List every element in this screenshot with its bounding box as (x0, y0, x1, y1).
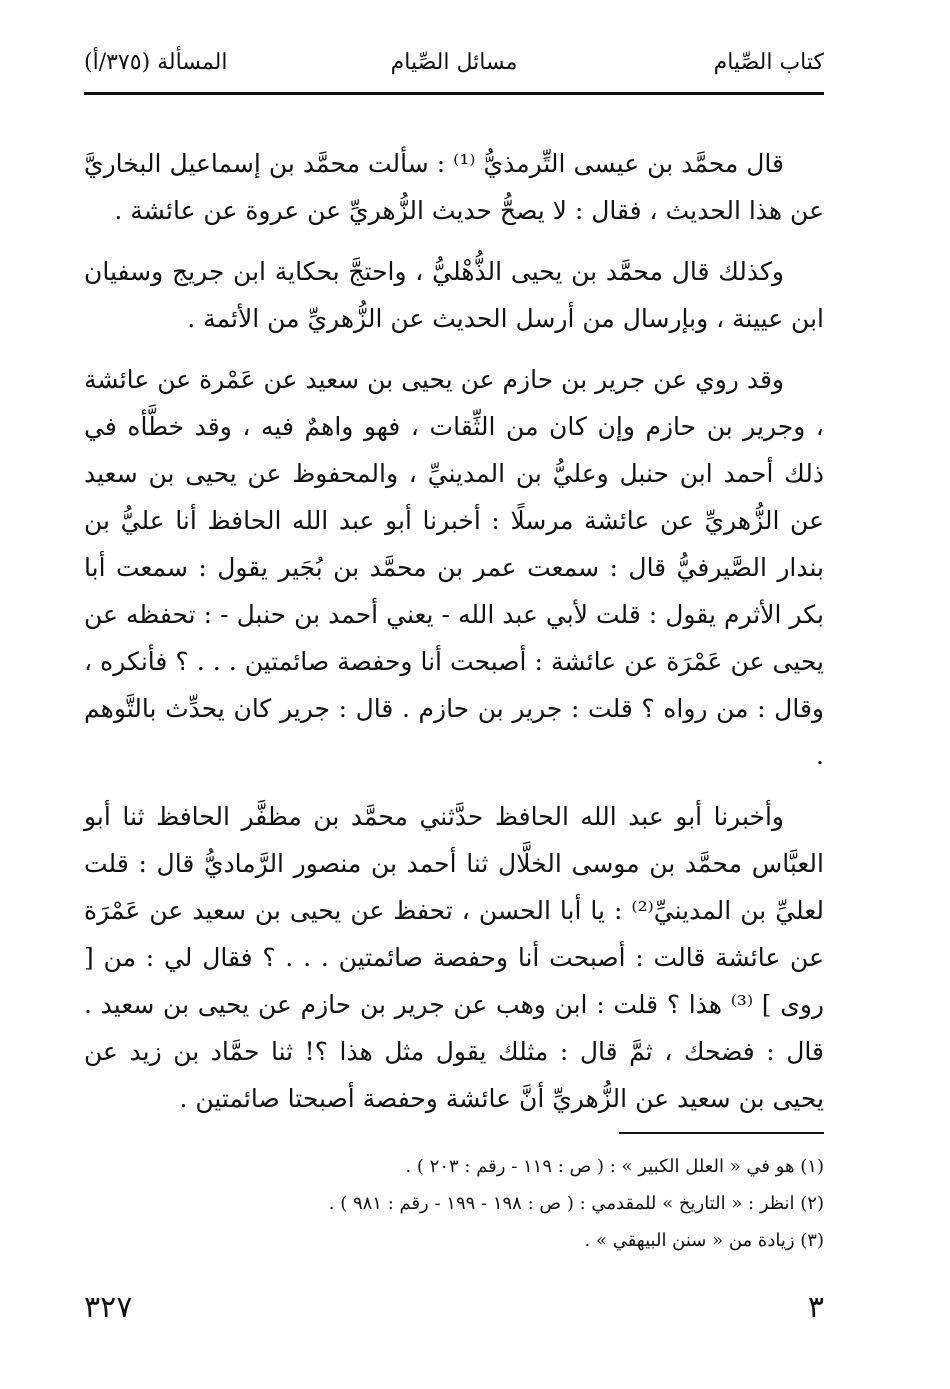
main-text (84, 140, 824, 1136)
paragraph: قال محمَّد بن عيسى التِّرمذيُّ ⁽¹⁾ : سألت محمَّد بن إسماعيل البخاريَّ عن هذا الحديث ، فقال : لا يصحُّ حديث الزُّهريِّ عن عروة عن عائشة . (84, 149, 824, 225)
footnote: (٣) زيادة من « سنن البيهقي » . (584, 1230, 824, 1251)
volume-number: ٣ (807, 1290, 824, 1325)
paragraph: وقد روي عن جرير بن حازم عن يحيى بن سعيد عن عَمْرة عن عائشة ، وجرير بن حازم وإن كان من الثِّقات ، فهو واهمٌ فيه ، وقد خطَّأه في ذلك أحمد ابن حنبل وعليُّ بن المدينيِّ ، والمحفوظ عن يحيى بن سعيد عن الزُّهريِّ عن عائشة مرسلًا : أخبرنا أبو عبد الله الحافظ أنا عليُّ بن بندار الصَّيرفيُّ قال : سمعت عمر بن محمَّد بن بُجَير يقول : سمعت أبا بكر الأثرم يقول : قلت لأبي عبد الله - يعني أحمد بن حنبل - : تحفظه عن يحيى عن عَمْرَة عن عائشة : أصبحت أنا وحفصة صائمتين . . . ؟ فأنكره ، وقال : من رواه ؟ قلت : جرير بن حازم . قال : جرير كان يحدِّث بالتَّوهم . (84, 365, 824, 770)
book-title: كتاب الصِّيام (713, 50, 824, 75)
footnote: (١) هو في « العلل الكبير » : ( ص : ١١٩ - رقم : ٢٠٣ ) . (405, 1156, 824, 1177)
footnotes (84, 1148, 824, 1259)
paragraph: وكذلك قال محمَّد بن يحيى الذُّهْليُّ ، واحتجَّ بحكاية ابن جريج وسفيان ابن عيينة ، وبإرسال من أرسل الحديث عن الزُّهريِّ من الأئمة . (84, 257, 824, 333)
page-number: ٣٢٧ (84, 1290, 133, 1325)
header-rule (84, 92, 824, 95)
section-title: مسائل الصِّيام (390, 50, 518, 75)
paragraph: وأخبرنا أبو عبد الله الحافظ حدَّثني محمَّد بن مظفَّر الحافظ ثنا أبو العبَّاس محمَّد بن موسى الخلَّال ثنا أحمد بن منصور الرَّماديُّ قال : قلت لعليِّ بن المدينيِّ⁽²⁾ : يا أبا الحسن ، تحفظ عن يحيى بن سعيد عن عَمْرَة عن عائشة قالت : أصبحت أنا وحفصة صائمتين . . . ؟ فقال لي : من [ روى ] ⁽³⁾ هذا ؟ قلت : ابن وهب عن جرير بن حازم عن يحيى بن سعيد . قال : فضحك ، ثمَّ قال : مثلك يقول مثل هذا ؟! ثنا حمَّاد بن زيد عن يحيى بن سعيد عن الزُّهريِّ أنَّ عائشة وحفصة أصبحتا صائمتين . (84, 802, 824, 1113)
footnote: (٢) انظر : « التاريخ » للمقدمي : ( ص : ١٩٨ - ١٩٩ - رقم : ٩٨١ ) . (328, 1193, 824, 1214)
footnote-rule (619, 1132, 824, 1134)
running-header (84, 44, 824, 84)
issue-number: المسألة (٣٧٥/أ) (84, 50, 228, 75)
